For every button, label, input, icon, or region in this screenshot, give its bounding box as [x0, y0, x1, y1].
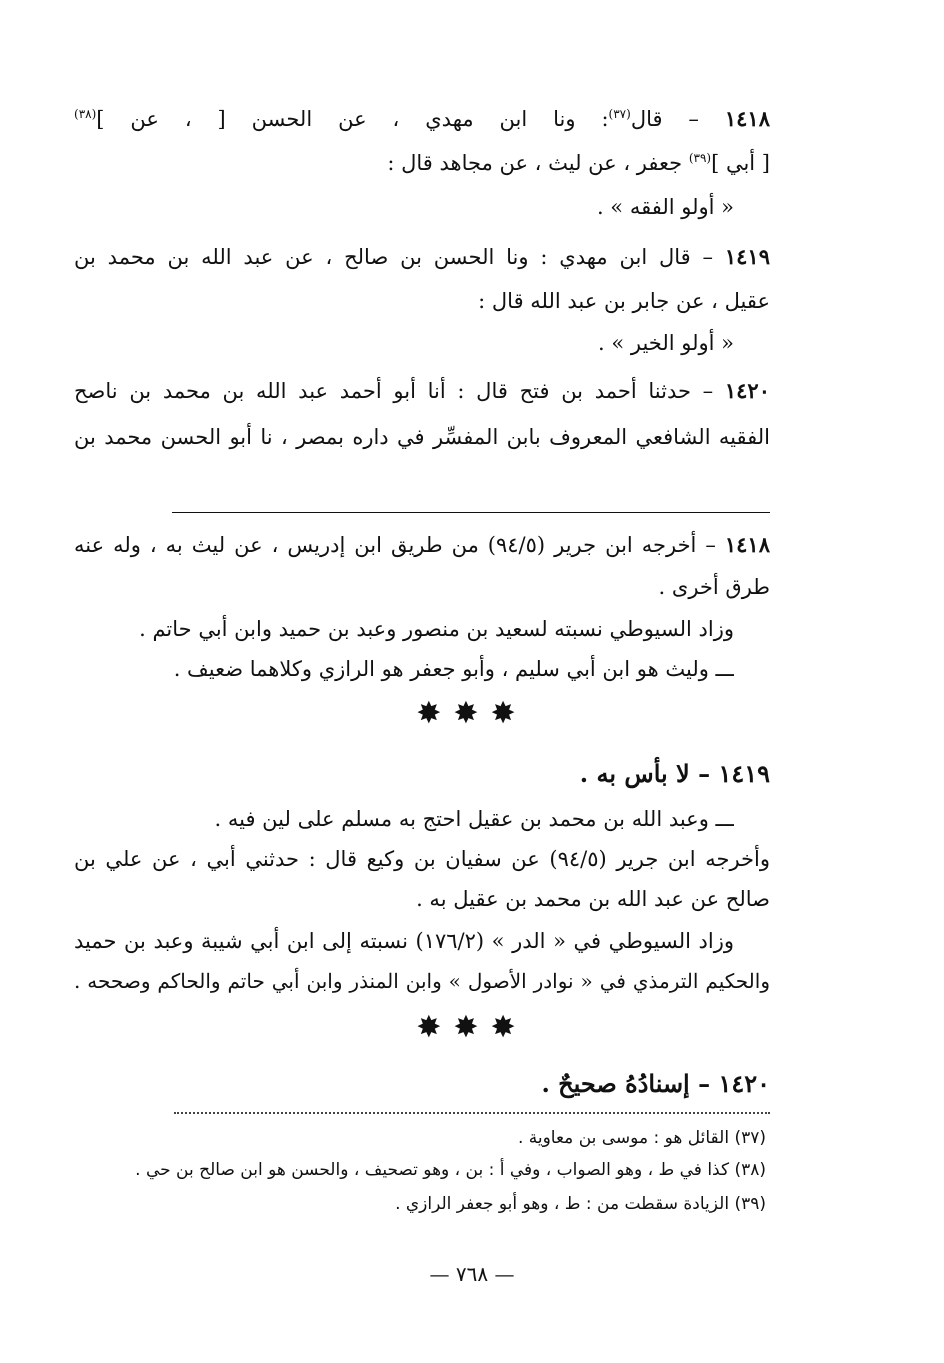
- main-1418-line-1: ١٤١٨ – قال$^{(٣٧)}$: ونا ابن مهدي ، عن الحسن [ ، عن ]$^{(٣٨)}$: [74, 106, 770, 131]
- main-1419-line-1: ١٤١٩ – قال ابن مهدي : ونا الحسن بن صالح ، عن عبد الله بن محمد بن: [74, 244, 770, 269]
- footnotes-dotted-rule: [174, 1112, 770, 1114]
- main-1418-quote: « أولو الفقه » .: [596, 195, 734, 219]
- note-1418-line-4: ـــ وليث هو ابن أبي سليم ، وأبو جعفر هو الرازي وكلاهما ضعيف .: [173, 657, 734, 681]
- entry-number: ١٤١٩: [724, 244, 770, 269]
- note-1418-line-3: وزاد السيوطي نسبته لسعيد بن منصور وعبد بن حميد وابن أبي حاتم .: [139, 617, 734, 641]
- note-1418-line-2: طرق أخرى .: [658, 575, 770, 599]
- footnote-38: (٣٨) كذا في ط ، وهو الصواب ، وفي أ : بن ، وهو تصحيف ، والحسن هو ابن صالح بن حي .: [135, 1160, 766, 1180]
- note-1419-line-2: وأخرجه ابن جرير (٩٤/٥) عن سفيان بن وكيع قال : حدثني أبي ، عن علي بن: [74, 847, 770, 871]
- note-1419-line-5: والحكيم الترمذي في « نوادر الأصول » وابن المنذر وابن أبي حاتم والحاكم وصححه .: [74, 969, 770, 993]
- entry-number: ١٤١٨: [724, 106, 770, 131]
- main-1420-line-1: ١٤٢٠ – حدثنا أحمد بن فتح قال : أنا أبو أحمد عبد الله بن محمد بن ناصح: [74, 378, 770, 403]
- note-1419-heading: ١٤١٩ – لا بأس به .: [579, 759, 770, 788]
- entry-number: ١٤١٨: [724, 532, 770, 557]
- footnote-ref: (٣٩): [688, 151, 712, 165]
- note-1419-line-3: صالح عن عبد الله بن محمد بن عقيل به .: [416, 887, 770, 911]
- footnote-39: (٣٩) الزيادة سقطت من : ط ، وهو أبو جعفر الرازي .: [395, 1194, 766, 1214]
- main-1420-line-2: الفقيه الشافعي المعروف بابن المفسِّر في داره بمصر ، نا أبو الحسن محمد بن: [74, 425, 770, 449]
- main-1419-line-2: عقيل ، عن جابر بن عبد الله قال :: [478, 289, 770, 313]
- main-1418-line-2: [ أبي ]$^{(٣٩)}$ جعفر ، عن ليث ، عن مجاهد قال :: [387, 151, 770, 175]
- entry-number: ١٤٢٠: [724, 378, 770, 403]
- note-1420-heading: ١٤٢٠ – إسنادُهُ صحيحٌ .: [541, 1069, 770, 1098]
- star-separator: ✸✸✸: [416, 1010, 528, 1045]
- footnote-ref: (٣٧): [608, 107, 631, 121]
- footnote-37: (٣٧) القائل هو : موسى بن معاوية .: [517, 1128, 766, 1148]
- notes-separator-rule: [172, 512, 770, 513]
- main-1419-quote: « أولو الخير » .: [597, 331, 734, 355]
- note-1419-line-4: وزاد السيوطي في « الدر » (١٧٦/٢) نسبته إلى ابن أبي شيبة وعبد بن حميد: [74, 929, 734, 953]
- note-1418-line-1: ١٤١٨ – أخرجه ابن جرير (٩٤/٥) من طريق ابن إدريس ، عن ليث به ، وله عنه: [74, 532, 770, 557]
- note-1419-line-1: ـــ وعبد الله بن محمد بن عقيل احتج به مسلم على لين فيه .: [214, 807, 734, 831]
- page-number: — ٧٦٨ —: [429, 1262, 515, 1286]
- footnote-ref: (٣٨): [74, 107, 97, 121]
- star-separator: ✸✸✸: [416, 696, 528, 731]
